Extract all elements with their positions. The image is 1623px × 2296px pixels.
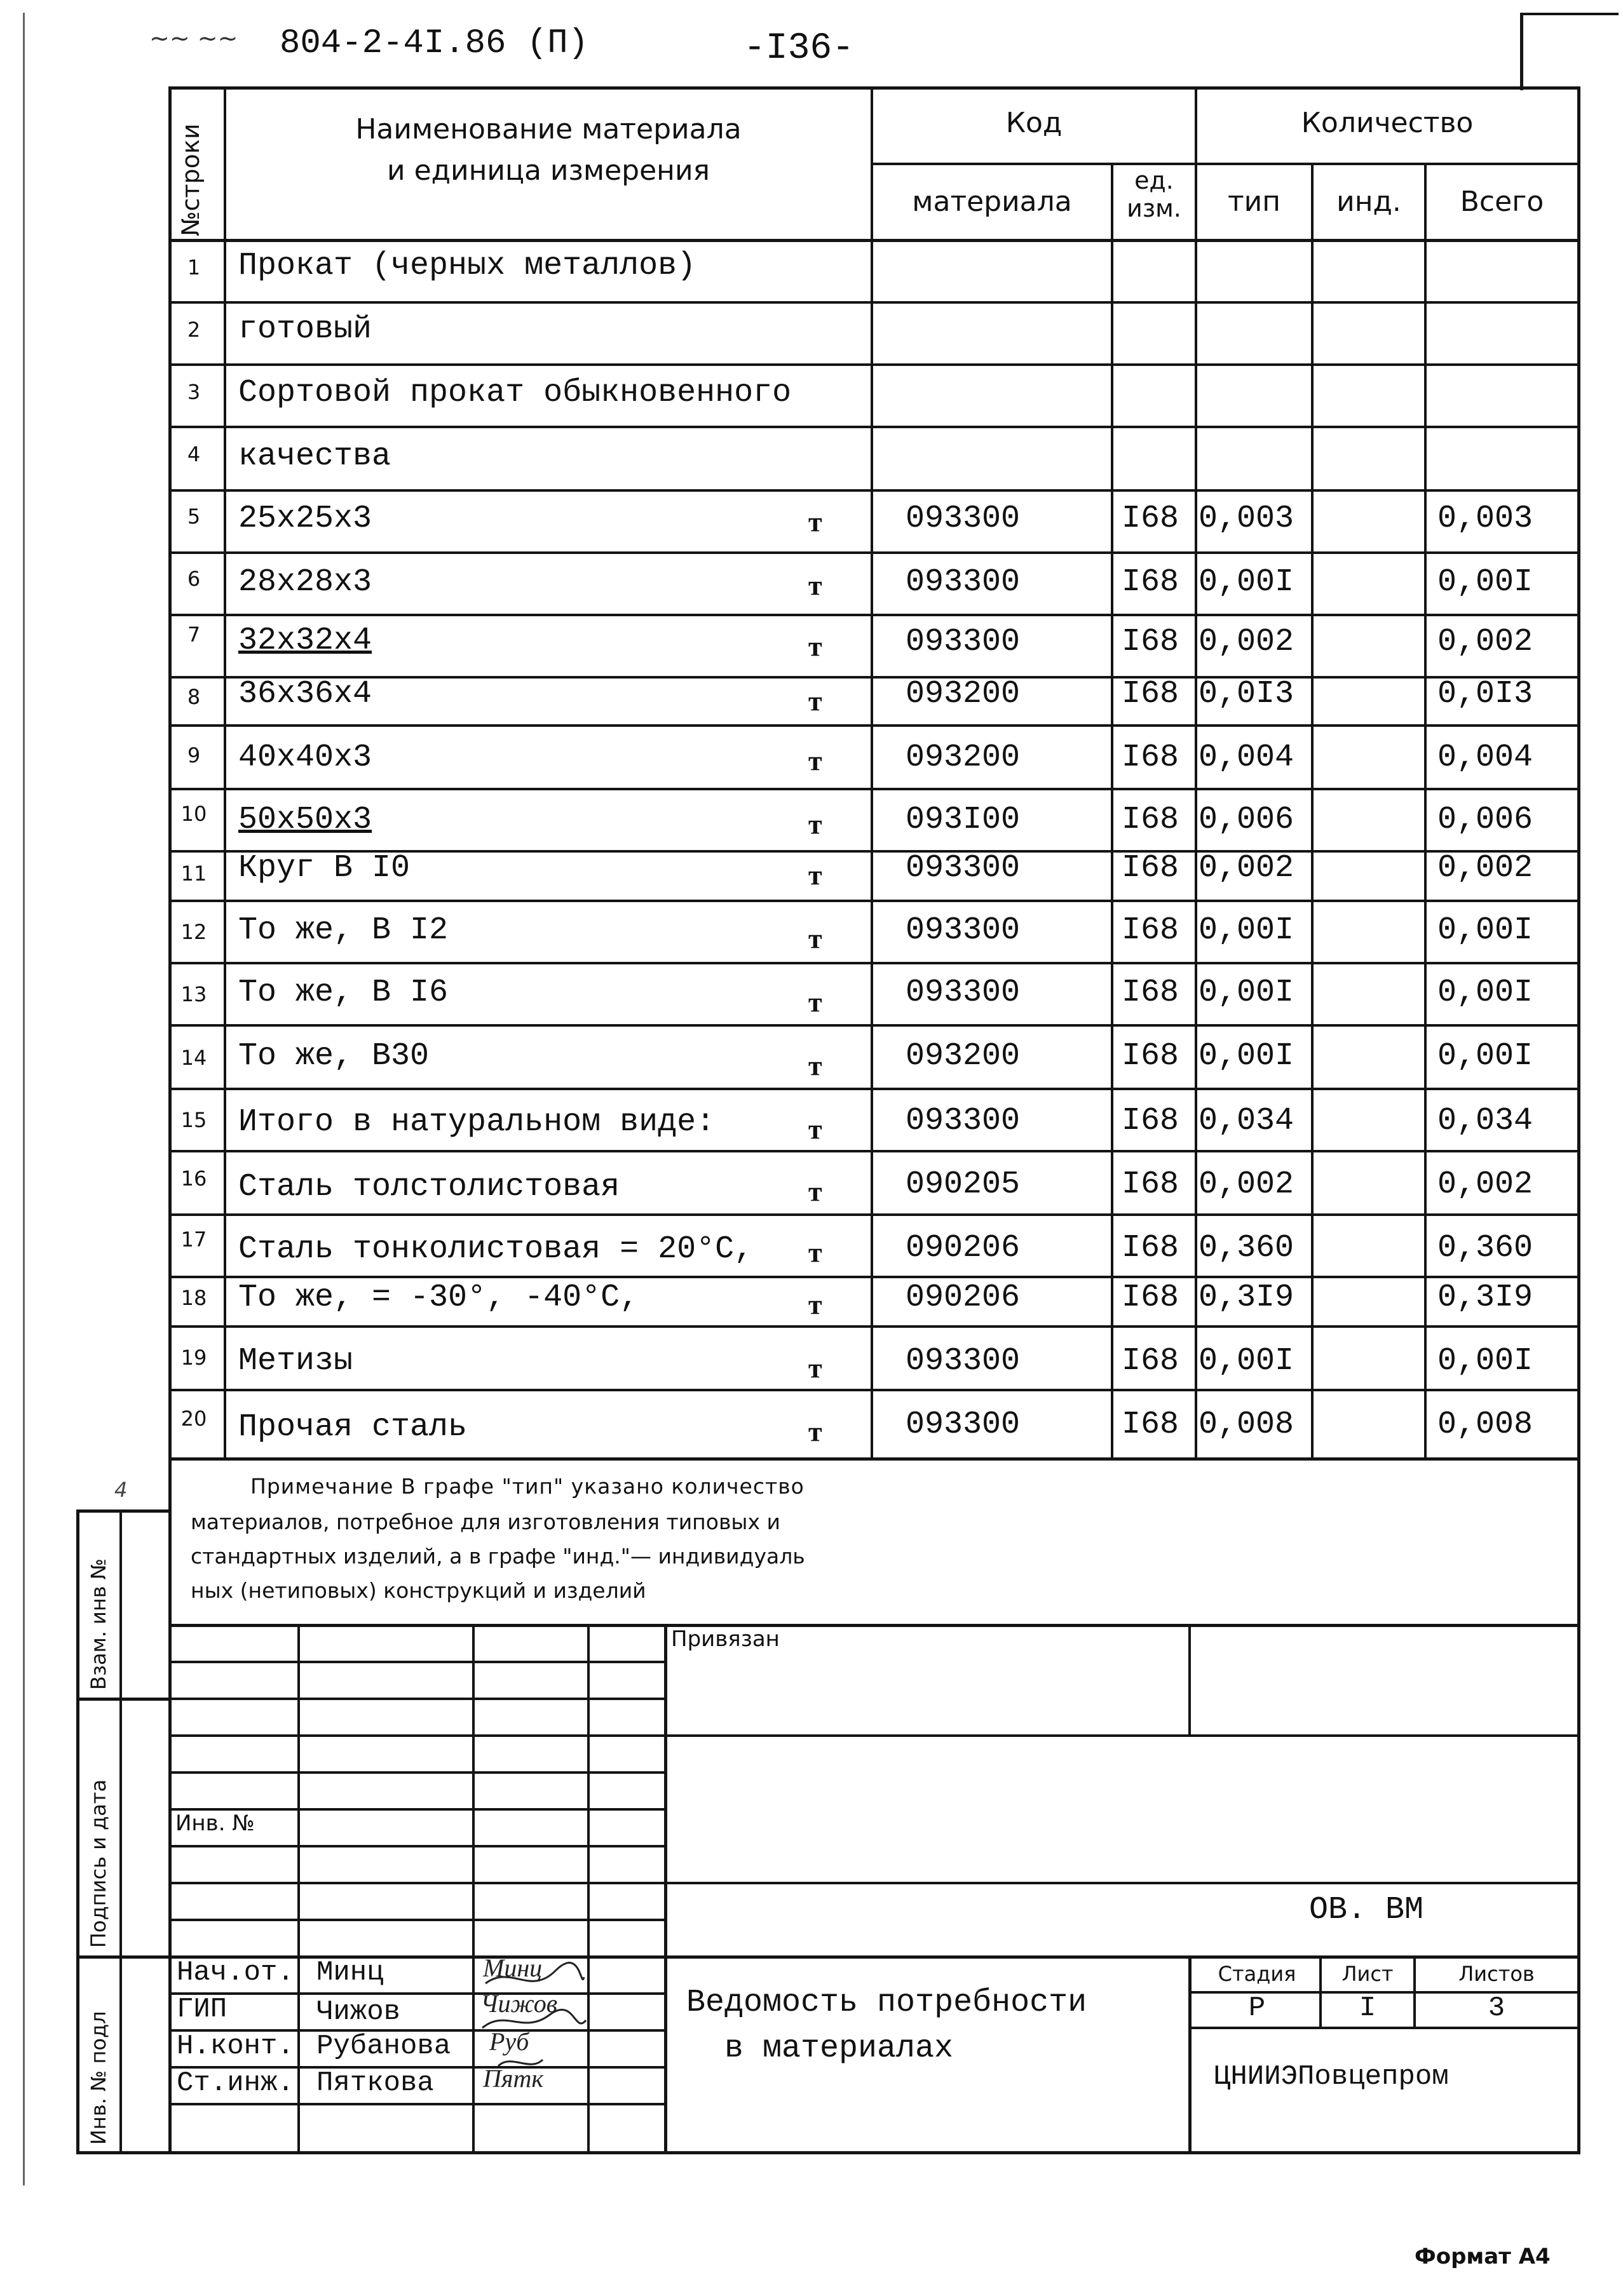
qty-type: 0,002	[1199, 1166, 1294, 1203]
qty-type: 0,006	[1199, 802, 1294, 838]
qty-total: 0,00I	[1437, 975, 1533, 1011]
material-name: Прочая сталь	[238, 1409, 468, 1445]
material-code: 090206	[906, 1230, 1021, 1266]
qty-total: 0,006	[1437, 802, 1533, 838]
material-name: качества	[238, 438, 391, 475]
material-name: Сталь тонколистовая = 20°С,	[238, 1231, 754, 1267]
sheet-label: Лист	[1341, 1962, 1394, 1986]
row-number: 4	[187, 442, 201, 466]
row-number: 7	[187, 623, 201, 647]
unit-code: I68	[1122, 1166, 1179, 1203]
qty-total: 0,0I3	[1437, 676, 1533, 712]
stage-value: Р	[1248, 1992, 1266, 2024]
paper-format: Формат А4	[1415, 2244, 1551, 2269]
material-name: Сталь толстолистовая	[238, 1169, 620, 1205]
qty-type: 0,003	[1199, 501, 1294, 537]
unit-code: I68	[1122, 975, 1179, 1011]
qty-total: 0,360	[1437, 1230, 1533, 1266]
qty-type: 0,0I3	[1199, 676, 1294, 712]
material-unit: т	[808, 1416, 822, 1447]
stage-label: Стадия	[1218, 1962, 1296, 1986]
side-label-signature-date: Подпись и дата	[86, 1779, 111, 1948]
row-number: 5	[187, 504, 201, 529]
material-unit: т	[808, 809, 822, 840]
material-name: 36x36x4	[238, 676, 372, 712]
unit-code: I68	[1122, 1230, 1179, 1266]
header-code-unit-line1: ед.	[1134, 166, 1174, 194]
signer-role: Н.конт.	[177, 2030, 294, 2062]
header-code-material: материала	[912, 186, 1072, 218]
material-unit: т	[808, 1237, 822, 1268]
qty-type: 0,002	[1199, 850, 1294, 886]
qty-type: 0,00I	[1199, 1343, 1294, 1379]
qty-type: 0,360	[1199, 1230, 1294, 1266]
header-material-name-line2: и единица измерения	[386, 154, 710, 187]
header-material-name-line1: Наименование материала	[355, 113, 742, 145]
material-name: 40x40x3	[238, 739, 372, 776]
qty-type: 0,3I9	[1199, 1280, 1294, 1316]
qty-type: 0,002	[1199, 624, 1294, 660]
unit-code: I68	[1122, 564, 1179, 600]
material-code: 093300	[906, 624, 1021, 660]
material-code: 090205	[906, 1166, 1021, 1203]
qty-type: 0,00I	[1199, 975, 1294, 1011]
material-code: 090206	[906, 1280, 1021, 1316]
material-name: То же, В I6	[238, 975, 449, 1011]
material-code: 093300	[906, 912, 1021, 949]
qty-total: 0,00I	[1437, 912, 1533, 949]
unit-code: I68	[1122, 850, 1179, 886]
inventory-number-label: Инв. №	[175, 1811, 255, 1836]
material-name: 50x50x3	[238, 802, 372, 838]
sheets-value: 3	[1488, 1992, 1505, 2024]
material-name: То же, В I2	[238, 912, 449, 949]
note-line: ных (нетиповых) конструкций и изделий	[191, 1578, 646, 1603]
signature: Чижов	[480, 1989, 558, 2018]
material-name: готовый	[238, 311, 372, 348]
unit-code: I68	[1122, 912, 1179, 949]
unit-code: I68	[1122, 624, 1179, 660]
sheet-value: I	[1359, 1992, 1376, 2024]
signer-role: ГИП	[177, 1994, 227, 2025]
material-unit: т	[808, 1289, 822, 1320]
qty-total: 0,002	[1437, 1166, 1533, 1203]
header-code-unit-line2: изм.	[1127, 194, 1181, 222]
sheets-label: Листов	[1458, 1962, 1535, 1986]
qty-type: 0,00I	[1199, 564, 1294, 600]
material-code: 093300	[906, 564, 1021, 600]
filing-margin-line	[23, 13, 25, 2185]
qty-total: 0,00I	[1437, 1343, 1533, 1379]
material-name: 32x32x4	[238, 623, 372, 659]
row-number: 19	[180, 1346, 207, 1370]
qty-type: 0,008	[1199, 1407, 1294, 1443]
row-number: 14	[180, 1046, 207, 1070]
signer-name: Чижов	[316, 1996, 401, 2028]
unit-code: I68	[1122, 676, 1179, 712]
qty-type: 0,004	[1199, 739, 1294, 776]
qty-total: 0,002	[1437, 624, 1533, 660]
drawing-code: ОВ. ВМ	[1309, 1892, 1424, 1928]
side-label-vzam: Взам. инв №	[86, 1558, 111, 1690]
page-number: -I36-	[744, 28, 855, 69]
unit-code: I68	[1122, 1280, 1179, 1316]
document-code: 804-2-4I.86 (П)	[280, 24, 589, 63]
material-name: Прокат (черных металлов)	[238, 248, 696, 284]
header-quantity-type: тип	[1228, 186, 1280, 218]
document-title-line2: в материалах	[724, 2030, 954, 2067]
row-number: 10	[180, 802, 207, 826]
material-unit: т	[808, 1353, 822, 1384]
qty-type: 0,034	[1199, 1103, 1294, 1139]
row-number: 2	[187, 318, 201, 342]
header-code-unit	[1113, 166, 1195, 222]
material-unit: т	[808, 923, 822, 954]
qty-type: 0,00I	[1199, 912, 1294, 949]
material-unit: т	[808, 987, 822, 1018]
qty-type: 0,00I	[1199, 1038, 1294, 1074]
header-row-number: №строки	[177, 123, 205, 236]
material-code: 093300	[906, 1407, 1021, 1443]
signature: Руб	[489, 2027, 529, 2056]
row-number: 16	[180, 1166, 207, 1191]
side-label-inv-orig: Инв. № подл	[86, 2011, 111, 2145]
signer-role: Ст.инж.	[177, 2067, 294, 2099]
material-name: То же, В30	[238, 1038, 430, 1074]
material-code: 093300	[906, 850, 1021, 886]
material-unit: т	[808, 1176, 822, 1207]
header-quantity-ind: инд.	[1336, 186, 1401, 218]
privyazan-label: Привязан	[671, 1626, 780, 1652]
header-quantity-total: Всего	[1460, 186, 1544, 218]
unit-code: I68	[1122, 1343, 1179, 1379]
header-material-name	[226, 113, 871, 187]
material-code: 093200	[906, 1038, 1021, 1074]
organization: ЦНИИЭПовцепром	[1214, 2061, 1449, 2093]
material-name: Метизы	[238, 1343, 353, 1379]
qty-total: 0,00I	[1437, 564, 1533, 600]
unit-code: I68	[1122, 1407, 1179, 1443]
material-code: 093300	[906, 501, 1021, 537]
document-title-line1: Ведомость потребности	[686, 1985, 1087, 2021]
material-unit: т	[808, 570, 822, 601]
material-unit: т	[808, 745, 822, 776]
row-number: 15	[180, 1108, 207, 1132]
signer-role: Нач.от.	[177, 1957, 294, 1989]
material-code: 093300	[906, 1103, 1021, 1139]
material-unit: т	[808, 631, 822, 662]
unit-code: I68	[1122, 1103, 1179, 1139]
material-code: 093300	[906, 1343, 1021, 1379]
material-code: 093200	[906, 676, 1021, 712]
row-number: 11	[180, 861, 207, 886]
material-code: 093I00	[906, 802, 1021, 838]
material-name: 28x28x3	[238, 564, 372, 600]
material-name: Круг В I0	[238, 850, 411, 886]
material-unit: т	[808, 506, 822, 537]
signature: Минц	[483, 1954, 543, 1982]
note-line: стандартных изделий, а в графе "инд."— индивидуаль	[191, 1544, 805, 1569]
qty-total: 0,008	[1437, 1407, 1533, 1443]
document-header	[0, 0, 1623, 89]
signer-name: Пяткова	[316, 2067, 434, 2099]
material-name: 25x25x3	[238, 501, 372, 537]
note-line: Примечание В графе "тип" указано количество	[250, 1474, 805, 1499]
material-unit: т	[808, 1114, 822, 1145]
header-scribble: ~~ ~~	[149, 24, 238, 52]
row-number: 17	[180, 1227, 207, 1252]
material-code: 093200	[906, 739, 1021, 776]
row-number: 6	[187, 567, 201, 591]
note-line: материалов, потребное для изготовления типовых и	[191, 1509, 780, 1534]
row-number: 1	[187, 255, 201, 280]
qty-total: 0,00I	[1437, 1038, 1533, 1074]
row-number: 3	[187, 380, 201, 404]
material-unit: т	[808, 685, 822, 717]
qty-total: 0,3I9	[1437, 1280, 1533, 1316]
qty-total: 0,003	[1437, 501, 1533, 537]
row-number: 9	[187, 743, 201, 767]
material-name: Сортовой прокат обыкновенного	[238, 375, 792, 411]
corner-stamp-box	[1520, 13, 1619, 90]
margin-mark: 4	[114, 1478, 128, 1502]
qty-total: 0,034	[1437, 1103, 1533, 1139]
row-number: 18	[180, 1286, 207, 1310]
row-number: 13	[180, 982, 207, 1006]
material-name: Итого в натуральном виде:	[238, 1104, 716, 1140]
signer-name: Рубанова	[316, 2030, 451, 2062]
unit-code: I68	[1122, 802, 1179, 838]
row-number: 20	[180, 1407, 207, 1431]
material-name: То же, = -30°, -40°С,	[238, 1280, 639, 1316]
signature: Пятк	[483, 2064, 544, 2093]
header-quantity: Количество	[1301, 107, 1474, 139]
row-number: 12	[180, 920, 207, 944]
unit-code: I68	[1122, 501, 1179, 537]
unit-code: I68	[1122, 739, 1179, 776]
material-unit: т	[808, 860, 822, 891]
signature-scribbles	[473, 1958, 590, 2105]
signer-name: Минц	[316, 1957, 384, 1989]
header-code: Код	[1005, 107, 1063, 139]
qty-total: 0,004	[1437, 739, 1533, 776]
unit-code: I68	[1122, 1038, 1179, 1074]
qty-total: 0,002	[1437, 850, 1533, 886]
row-number: 8	[187, 685, 201, 709]
material-unit: т	[808, 1050, 822, 1081]
material-code: 093300	[906, 975, 1021, 1011]
